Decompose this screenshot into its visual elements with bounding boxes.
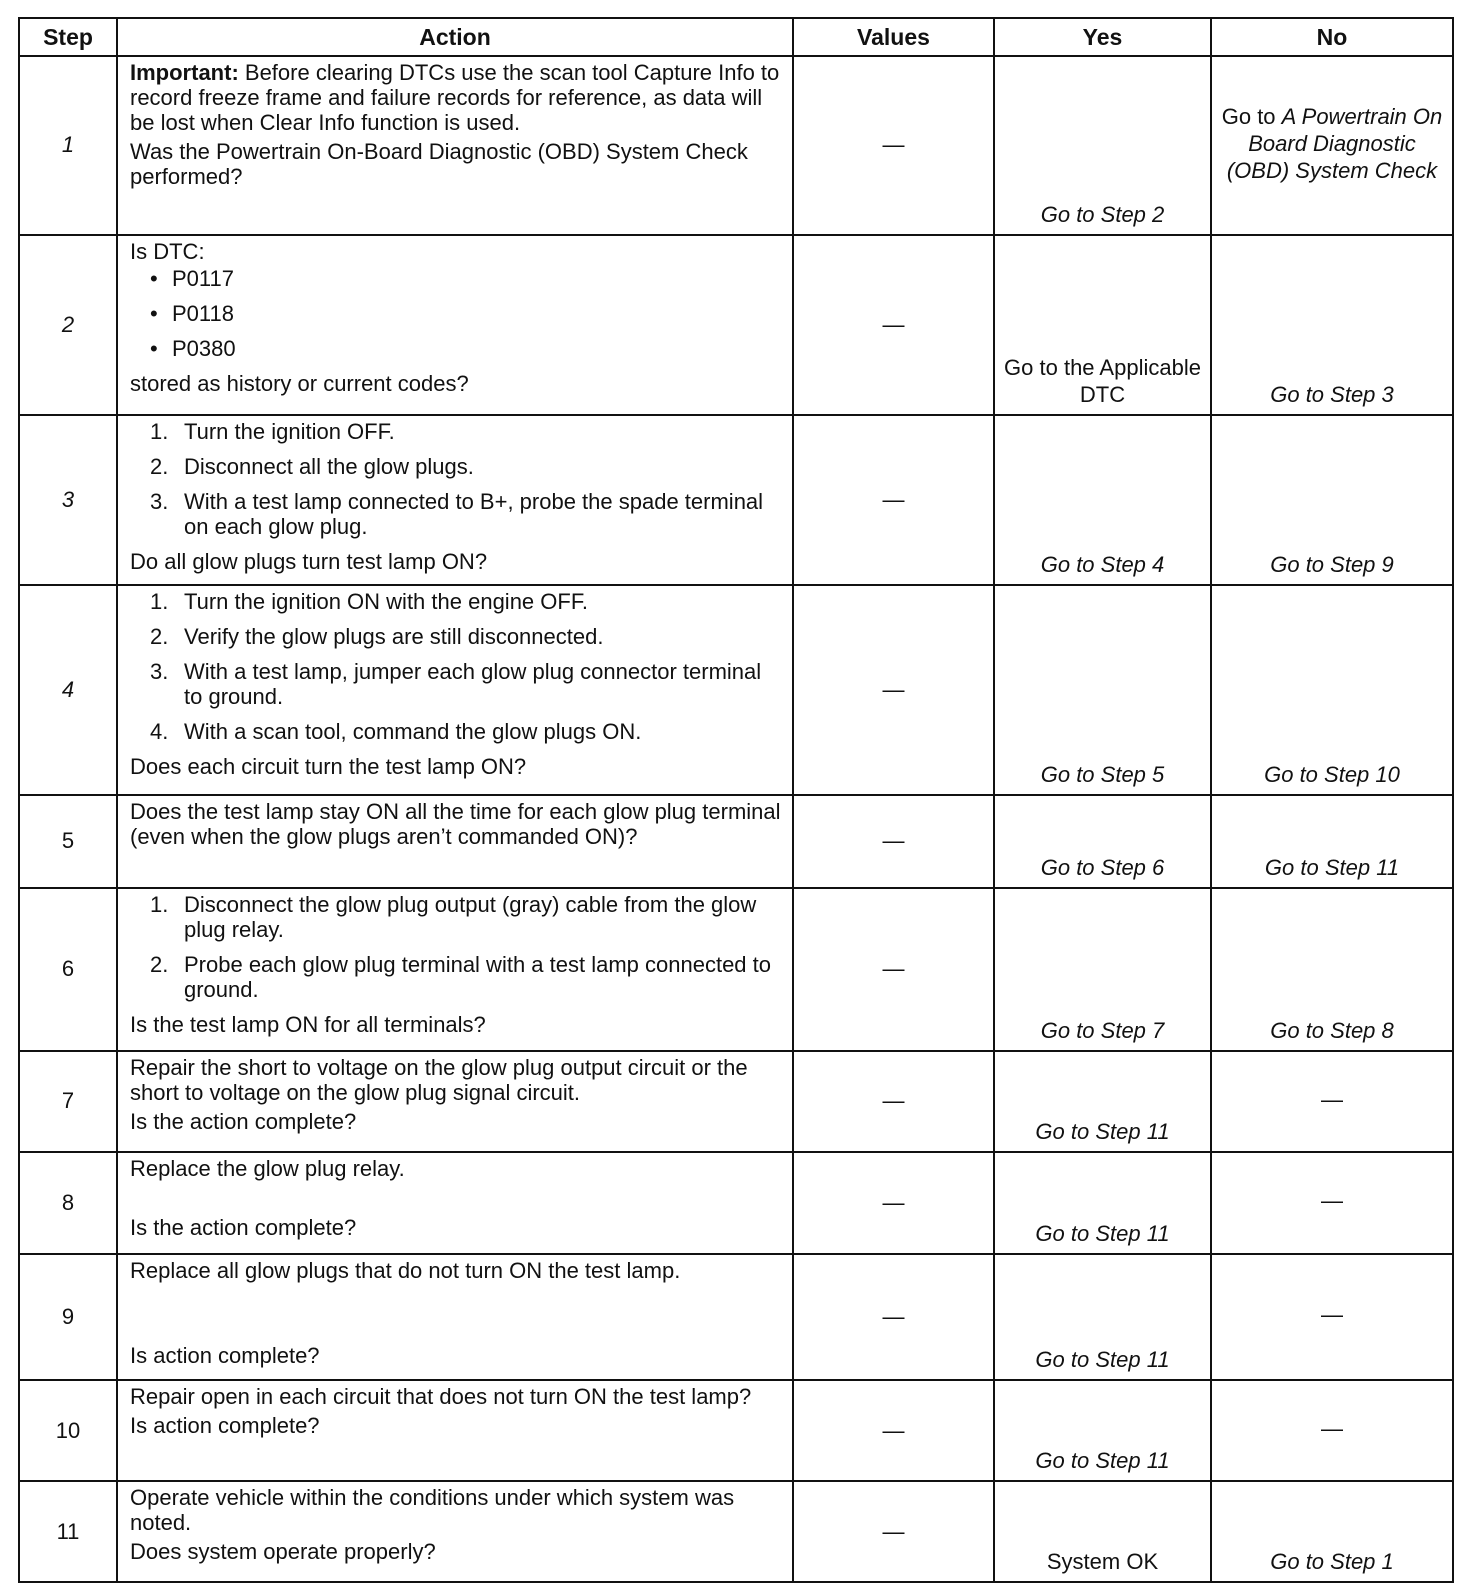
header-no: No	[1211, 18, 1453, 56]
important-label: Important:	[130, 60, 239, 85]
yes-link[interactable]: Go to Step 11	[994, 1254, 1211, 1380]
action-question: Is action complete?	[130, 1412, 320, 1438]
action-cell	[117, 415, 793, 586]
header-values: Values	[793, 18, 994, 56]
action-question: Is the test lamp ON for all terminals?	[130, 1012, 486, 1038]
procedure-item: 1. Turn the ignition ON with the engine OFF.	[150, 589, 588, 615]
procedure-item: 2. Verify the glow plugs are still disconnected.	[150, 624, 604, 650]
dtc-list	[130, 266, 782, 361]
table-row	[19, 56, 1453, 235]
action-question: stored as history or current codes?	[130, 370, 469, 396]
header-yes: Yes	[994, 18, 1211, 56]
no-link-prefix: Go to	[1221, 103, 1276, 129]
procedure-item: 2. Disconnect all the glow plugs.	[150, 453, 474, 479]
values-cell: —	[793, 1051, 994, 1153]
action-cell	[117, 795, 793, 888]
table-row	[19, 585, 1453, 794]
values-cell: —	[793, 1481, 994, 1582]
procedure-item: 3. With a test lamp, jumper each glow plug connector terminal to ground.	[150, 659, 762, 710]
step-number: 7	[19, 1051, 117, 1153]
no-link[interactable]: Go to Step 11	[1211, 795, 1453, 888]
yes-link[interactable]: Go to Step 4	[994, 415, 1211, 586]
action-cell	[117, 585, 793, 794]
action-cell	[117, 1481, 793, 1582]
header-step: Step	[19, 18, 117, 56]
no-link[interactable]: Go to Step 9	[1211, 415, 1453, 586]
procedure-item: 1. Disconnect the glow plug output (gray) cable from the glow plug relay.	[150, 892, 757, 943]
action-text: Replace all glow plugs that do not turn ON the test lamp.	[130, 1257, 681, 1283]
values-cell: —	[793, 795, 994, 888]
action-question: Do all glow plugs turn test lamp ON?	[130, 548, 488, 574]
action-question: Was the Powertrain On-Board Diagnostic (OBD) System Check performed?	[130, 139, 748, 189]
values-cell: —	[793, 1152, 994, 1254]
action-cell	[117, 56, 793, 235]
procedure-item: 2. Probe each glow plug terminal with a test lamp connected to ground.	[150, 952, 771, 1003]
action-text: Repair open in each circuit that does not turn ON the test lamp?	[130, 1383, 752, 1409]
step-number: 3	[19, 415, 117, 586]
values-cell: —	[793, 235, 994, 415]
table-row	[19, 1051, 1453, 1153]
procedure-list	[130, 892, 782, 1002]
action-question: Does each circuit turn the test lamp ON?	[130, 754, 527, 780]
header-row	[19, 18, 1453, 56]
values-cell: —	[793, 1254, 994, 1380]
procedure-item: 1. Turn the ignition OFF.	[150, 418, 395, 444]
table-row	[19, 1152, 1453, 1254]
action-cell	[117, 1051, 793, 1153]
action-text: Repair the short to voltage on the glow plug output circuit or the short to voltage on the glow plug signal circuit.	[130, 1054, 748, 1105]
action-question: Is the action complete?	[130, 1108, 357, 1134]
important-text: Before clearing DTCs use the scan tool Capture Info to record freeze frame and failure records for reference, as data will be lost when Clear Info function is used.	[130, 60, 780, 135]
no-link[interactable]: Go to Step 1	[1211, 1481, 1453, 1582]
table-row	[19, 1380, 1453, 1482]
action-text: Replace the glow plug relay.	[130, 1156, 405, 1182]
yes-link[interactable]: Go to the Applicable DTC	[994, 235, 1211, 415]
step-number: 11	[19, 1481, 117, 1582]
step-number: 2	[19, 235, 117, 415]
action-question: Is the action complete?	[130, 1215, 357, 1241]
yes-link[interactable]: Go to Step 11	[994, 1380, 1211, 1482]
dtc-item: • P0380	[150, 336, 782, 361]
yes-result: System OK	[994, 1481, 1211, 1582]
action-cell	[117, 1152, 793, 1254]
step-number: 1	[19, 56, 117, 235]
values-cell: —	[793, 888, 994, 1051]
action-cell	[117, 1254, 793, 1380]
table-row	[19, 415, 1453, 586]
header-action: Action	[117, 18, 793, 56]
no-cell: —	[1211, 1254, 1453, 1380]
action-cell	[117, 888, 793, 1051]
table-row	[19, 795, 1453, 888]
yes-link[interactable]: Go to Step 7	[994, 888, 1211, 1051]
action-text: Operate vehicle within the conditions under which system was noted.	[130, 1485, 735, 1536]
yes-link[interactable]: Go to Step 11	[994, 1051, 1211, 1153]
important-note	[130, 60, 782, 135]
no-cell: —	[1211, 1051, 1453, 1153]
action-question: Does system operate properly?	[130, 1539, 436, 1565]
yes-link[interactable]: Go to Step 6	[994, 795, 1211, 888]
action-question: Is action complete?	[130, 1342, 320, 1368]
procedure-list	[130, 419, 782, 539]
step-number: 9	[19, 1254, 117, 1380]
step-number: 5	[19, 795, 117, 888]
action-text: Does the test lamp stay ON all the time for each glow plug terminal (even when the glow plugs aren’t commanded ON)?	[130, 798, 781, 849]
no-cell: —	[1211, 1152, 1453, 1254]
procedure-item: 4. With a scan tool, command the glow plugs ON.	[150, 719, 642, 745]
no-link[interactable]: Go to Step 8	[1211, 888, 1453, 1051]
action-cell	[117, 1380, 793, 1482]
dtc-item: • P0118	[150, 301, 782, 326]
diagnostic-table	[18, 17, 1454, 1583]
no-link[interactable]: Go to Step 3	[1211, 235, 1453, 415]
step-number: 6	[19, 888, 117, 1051]
no-cell: —	[1211, 1380, 1453, 1482]
values-cell: —	[793, 585, 994, 794]
table-row	[19, 1254, 1453, 1380]
values-cell: —	[793, 415, 994, 586]
action-intro: Is DTC:	[130, 238, 205, 264]
table-row	[19, 235, 1453, 415]
no-link-target: A Powertrain On Board Diagnostic (OBD) System Check	[1226, 103, 1443, 183]
step-number: 8	[19, 1152, 117, 1254]
procedure-item: 3. With a test lamp connected to B+, probe the spade terminal on each glow plug.	[150, 488, 764, 539]
table-row	[19, 1481, 1453, 1582]
action-cell	[117, 235, 793, 415]
step-number: 10	[19, 1380, 117, 1482]
values-cell: —	[793, 56, 994, 235]
values-cell: —	[793, 1380, 994, 1482]
no-link[interactable]: Go to Step 10	[1211, 585, 1453, 794]
no-link[interactable]	[1211, 56, 1453, 235]
yes-link[interactable]: Go to Step 5	[994, 585, 1211, 794]
table-row	[19, 888, 1453, 1051]
yes-link[interactable]: Go to Step 11	[994, 1152, 1211, 1254]
step-number: 4	[19, 585, 117, 794]
yes-link[interactable]: Go to Step 2	[994, 56, 1211, 235]
dtc-item: • P0117	[150, 266, 782, 291]
procedure-list	[130, 589, 782, 744]
